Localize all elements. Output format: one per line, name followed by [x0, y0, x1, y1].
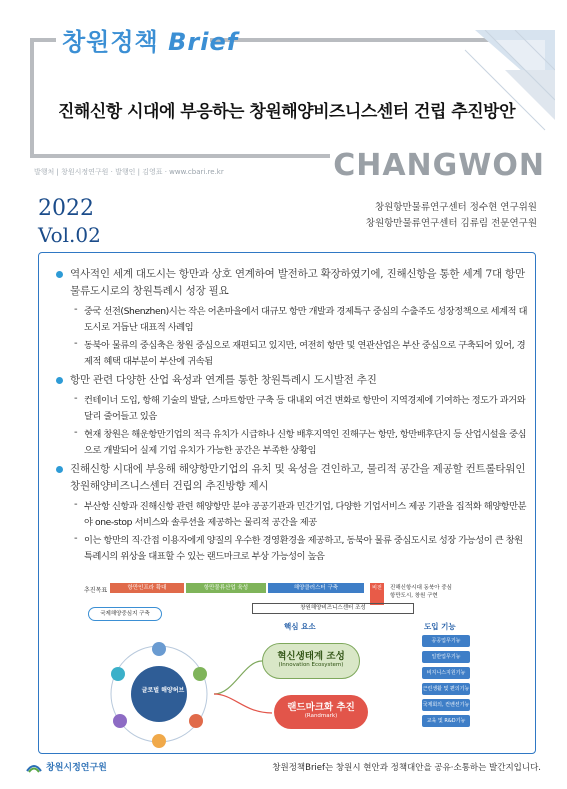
center-box: 국제해양중심지 구축 [88, 607, 162, 621]
institute-logo [26, 760, 107, 773]
strategy-bar: 항만물류산업 육성 [186, 583, 266, 593]
logo-mark-icon [26, 761, 42, 773]
sub-item: - 현재 창원은 해운항만기업의 적극 유치가 시급하나 신항 배후지역인 진해구는 항만, 항만배후단지 등 산업시설을 중심으로 개발되어 실제 기업 유치가 가능한 공간은 부족한 상황임 [52, 427, 528, 458]
bullet-text: 항만 관련 다양한 산업 육성과 연계를 통한 창원특례시 도시발전 추진 [70, 374, 377, 386]
frame-left-line [30, 38, 34, 158]
volume-year: 2022 [38, 196, 94, 221]
brand-title [62, 22, 238, 57]
sub-text: 중국 선전(Shenzhen)시는 작은 어촌마을에서 대규모 항만 개발과 경제특구 중심의 수출주도 성장정책으로 세계적 대도시로 거듭난 대표적 사례임 [84, 306, 528, 333]
ecosystem-node: 혁신생태계 조성 (Innovation Ecosystem) [262, 643, 360, 679]
summary-bullet [52, 266, 528, 300]
strategy-bar: 항만인프라 확대 [110, 583, 184, 593]
bullet-text: 진해신항 시대에 부응해 해양항만기업의 유치 및 육성을 견인하고, 물리적 공간을 제공할 컨트롤타워인 창원해양비즈니스센터 건립의 추진방향 제시 [70, 463, 526, 492]
decorative-geometric-pattern [435, 30, 555, 140]
volume-number: Vol.02 [38, 223, 101, 247]
core-label: 핵심 요소 [284, 622, 316, 631]
function-item: 비지니스지원기능 [422, 667, 470, 679]
bullet-dot-icon [56, 466, 63, 473]
page-title: 진해신항 시대에 부응하는 창원해양비즈니스센터 건립 추진방안 [58, 102, 515, 122]
summary-list [52, 266, 528, 567]
author-2: 창원항만물류연구센터 김류림 전문연구원 [365, 218, 537, 229]
strategy-diagram [84, 583, 524, 751]
function-item: 일반업무기능 [422, 651, 470, 663]
sub-item: - 부산항 신항과 진해신항 관련 해양항만 분야 공공기관과 민간기업, 다양한 기업서비스 제공 기관을 집적화 해양항만분야 one-stop 서비스와 솔루션을 제공하는 물리적 공간을 제공 [52, 499, 528, 530]
sub-text: 현재 창원은 해운항만기업의 적극 유치가 시급하나 신항 배후지역인 진해구는 항만, 항만배후단지 등 산업시설을 중심으로 개발되어 실제 기업 유치가 가능한 공간은 부족한 상황임 [84, 429, 527, 456]
sub-item: - 중국 선전(Shenzhen)시는 작은 어촌마을에서 대규모 항만 개발과 경제특구 중심의 수출주도 성장정책으로 세계적 대도시로 거듭난 대표적 사례임 [52, 304, 528, 335]
goal-bar: 창원해양비즈니스센터 조성 [252, 603, 414, 614]
footer-note: 창원정책Brief는 창원시 현안과 정책대안을 공유·소통하는 발간지입니다. [272, 763, 541, 773]
sub-item: - 동북아 물류의 중심축은 창원 중심으로 재편되고 있지만, 여전히 항만 및 연관산업은 부산 중심으로 구축되어 있어, 경제적 혜택 대부분이 부산에 귀속됨 [52, 338, 528, 369]
volume-label [38, 196, 101, 248]
sub-text: 부산항 신항과 진해신항 관련 해양항만 분야 공공기관과 민간기업, 다양한 기업서비스 제공 기관을 집적화 해양항만분야 one-stop 서비스와 솔루션을 제공하는 물리적 공간을 제공 [84, 501, 527, 528]
function-item: 국제회의, 컨벤션기능 [422, 699, 470, 711]
brand-title-en: Brief [168, 28, 239, 56]
sub-item: - 이는 항만의 직·간접 이용자에게 양질의 우수한 경영환경을 제공하고, 동북아 물류 중심도시로 성장 가능성이 큰 창원특례시의 위상을 대표할 수 있는 랜드마크로 부상 가능성이 높음 [52, 533, 528, 564]
author-1: 창원항만물류연구센터 정수현 연구위원 [374, 202, 537, 213]
changwon-wordmark: CHANGWON [333, 148, 545, 183]
hub-circle-label: 글로벌 해양허브 [141, 687, 185, 694]
function-list [422, 635, 470, 731]
sub-text: 이는 항만의 직·간접 이용자에게 양질의 우수한 경영환경을 제공하고, 동북아 물류 중심도시로 성장 가능성이 큰 창원특례시의 위상을 대표할 수 있는 랜드마크로 부상 가능성이 높음 [84, 535, 523, 562]
landmark-node: 랜드마크화 추진 (Randmark) [274, 695, 368, 729]
vision-text: 진해신항시대 동북아 중심 항만도시, 창원 구현 [390, 585, 452, 599]
vision-box: 비전 [370, 583, 384, 605]
frame-bottom-line [30, 154, 330, 158]
strategy-bar: 해양클러스터 구축 [268, 583, 364, 593]
strategy-label: 추진목표 [84, 587, 108, 594]
summary-bullet [52, 461, 528, 495]
function-item: 공공업무기능 [422, 635, 470, 647]
logo-text: 창원시정연구원 [46, 763, 107, 773]
bullet-text: 역사적인 세계 대도시는 항만과 상호 연계하여 발전하고 확장하였기에, 진해신항을 통한 세계 7대 항만물류도시로의 창원특례시 성장 필요 [70, 268, 525, 297]
intro-label: 도입 기능 [424, 622, 456, 631]
publisher-info: 발행처 | 창원시정연구원 · 발행인 | 김영표 · www.cbari.re.kr [34, 168, 224, 176]
authors [366, 200, 537, 232]
summary-bullet [52, 372, 528, 389]
function-item: 근린생활 및 편의기능 [422, 683, 470, 695]
bullet-dot-icon [56, 377, 63, 384]
sub-text: 동북아 물류의 중심축은 창원 중심으로 재편되고 있지만, 여전히 항만 및 연관산업은 부산 중심으로 구축되어 있어, 경제적 혜택 대부분이 부산에 귀속됨 [84, 340, 526, 367]
bullet-dot-icon [56, 271, 63, 278]
sub-text: 컨테이너 도입, 항해 기술의 발달, 스마트항만 구축 등 대내외 여건 변화로 항만이 지역경제에 기여하는 정도가 과거와 달리 줄어들고 있음 [84, 395, 526, 422]
brand-title-ko: 창원정책 [62, 28, 159, 56]
function-item: 교육 및 R&D기능 [422, 715, 470, 727]
sub-item: - 컨테이너 도입, 항해 기술의 발달, 스마트항만 구축 등 대내외 여건 변화로 항만이 지역경제에 기여하는 정도가 과거와 달리 줄어들고 있음 [52, 393, 528, 424]
